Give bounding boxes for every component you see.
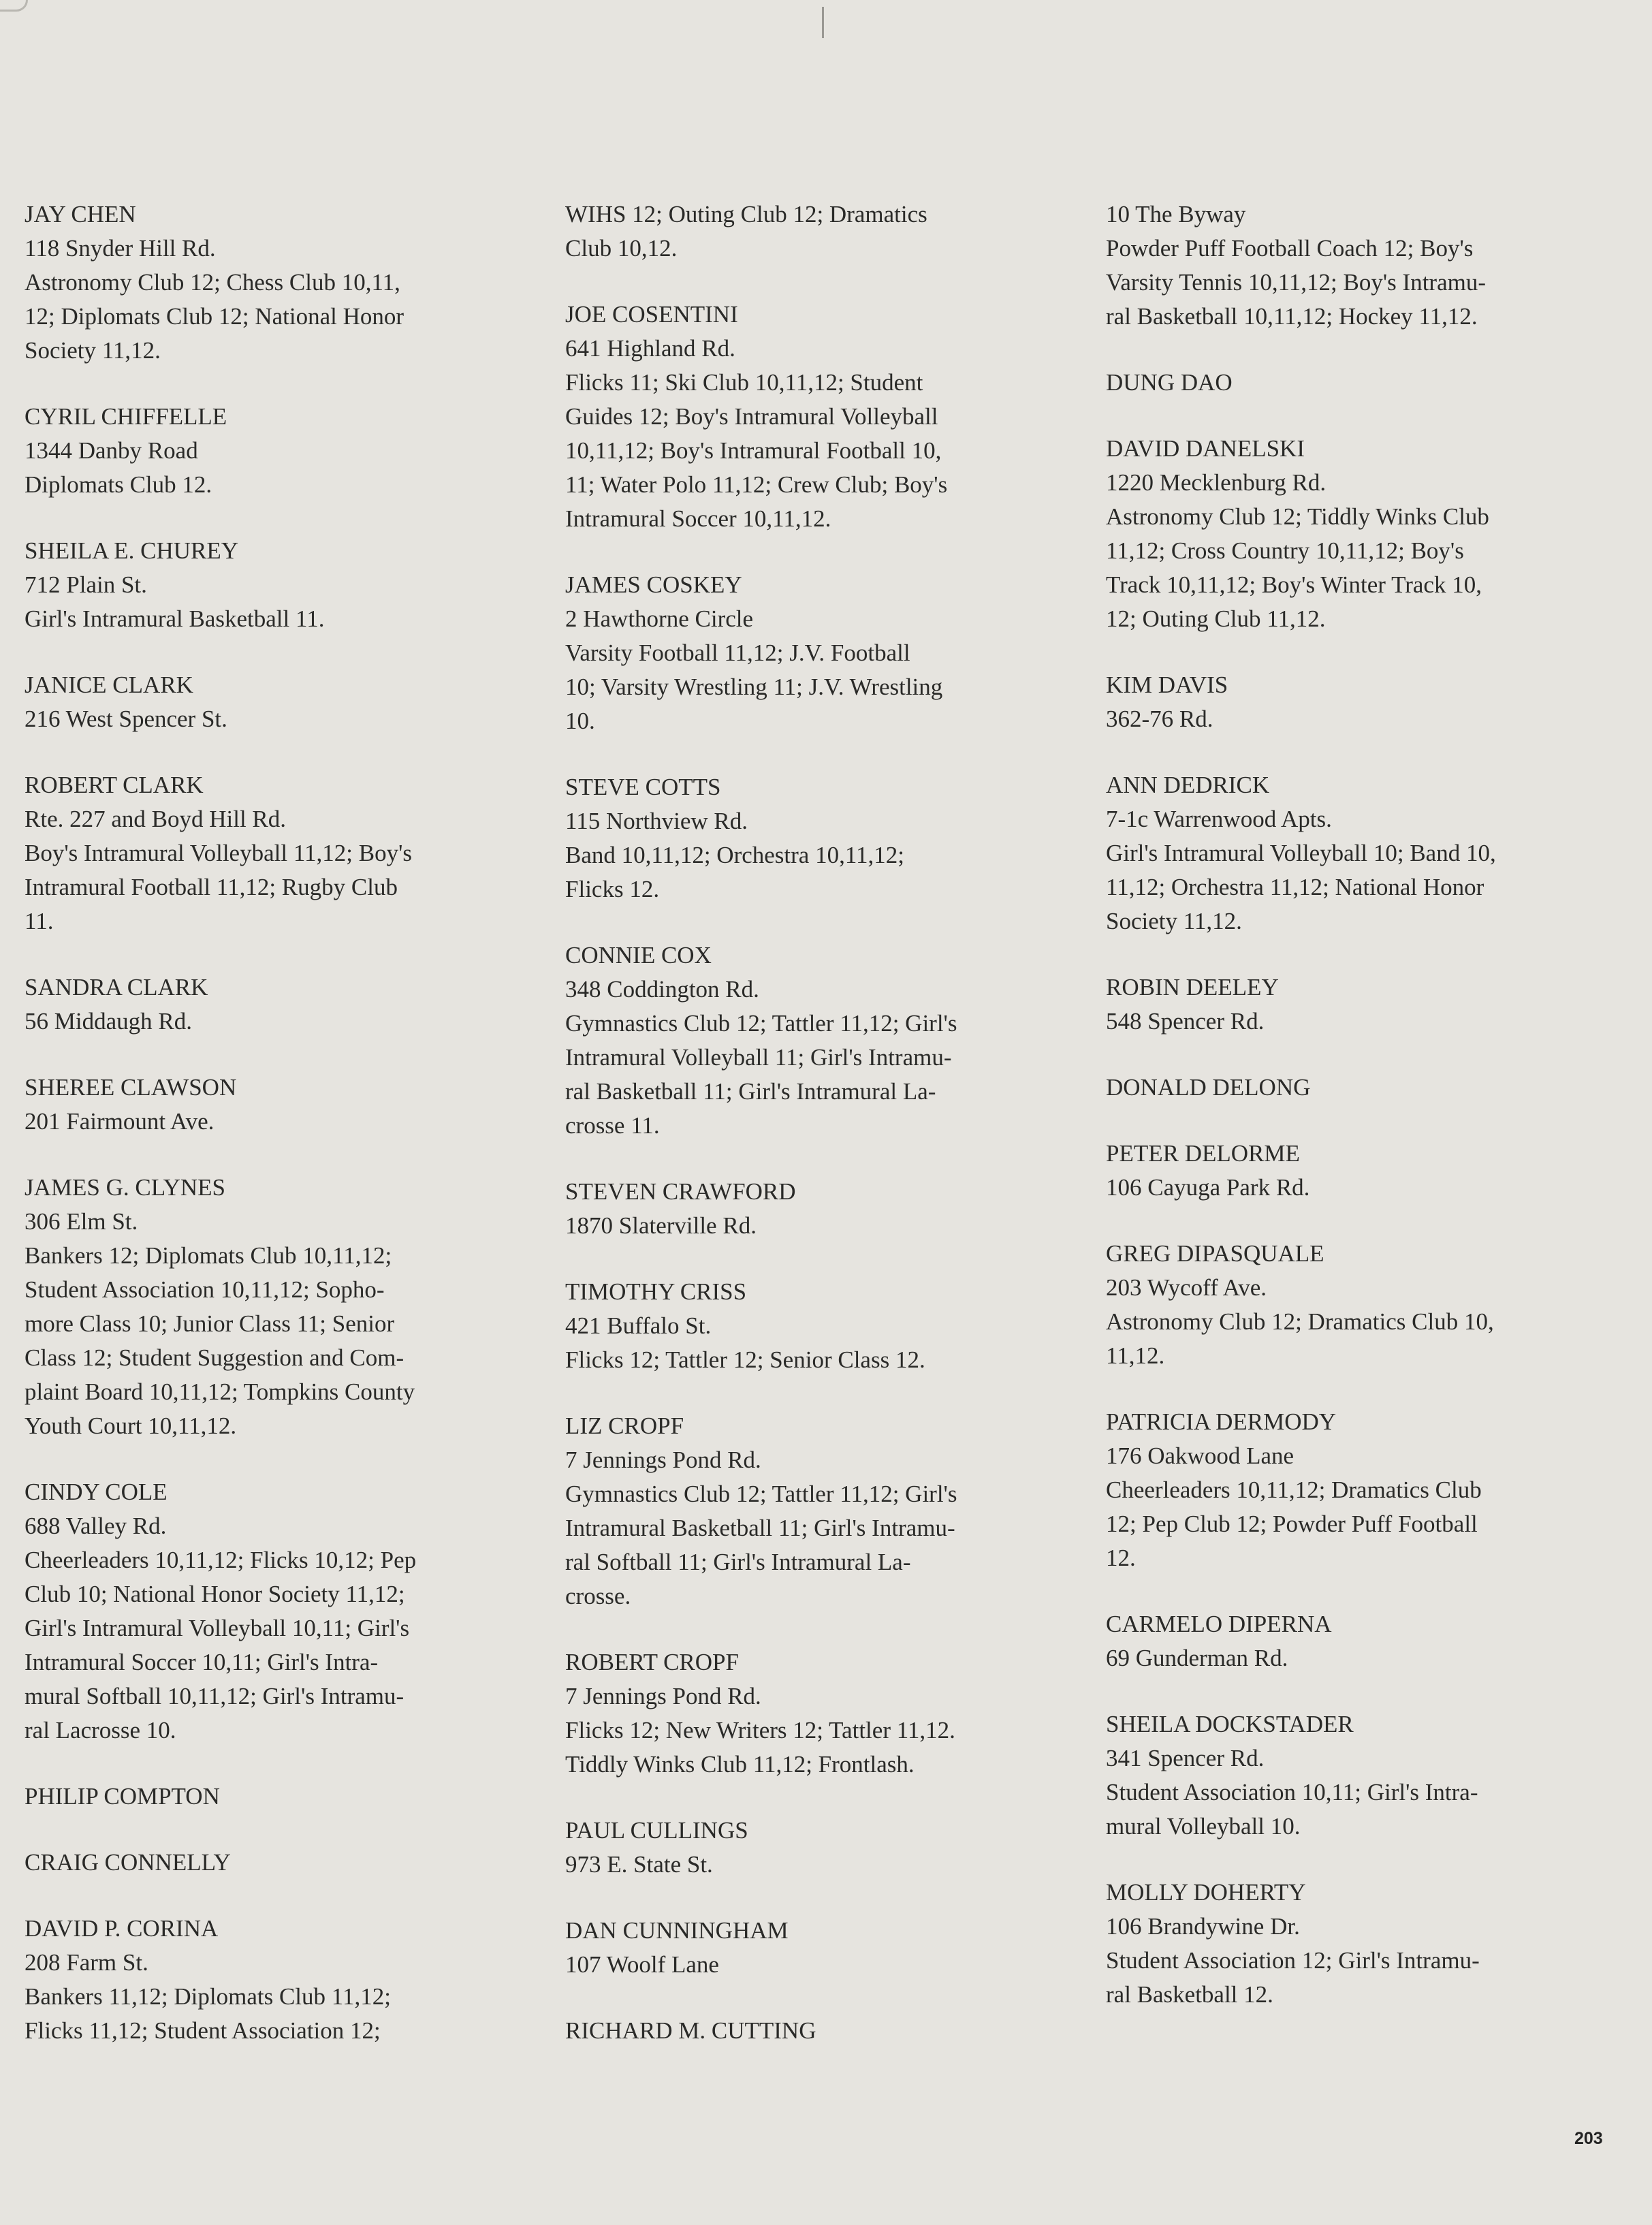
student-name: CRAIG CONNELLY [25, 1849, 231, 1876]
student-activities-line: 11,12; Cross Country 10,11,12; Boy's [1106, 537, 1464, 564]
page-number: 203 [1574, 2129, 1603, 2148]
student-entry [1106, 668, 1623, 736]
student-address: 1220 Mecklenburg Rd. [1106, 469, 1327, 496]
student-address: 107 Woolf Lane [565, 1951, 719, 1978]
student-activities-line: Intramural Soccer 10,11,12. [565, 505, 831, 532]
student-name: KIM DAVIS [1106, 672, 1228, 698]
student-address: 115 Northview Rd. [565, 808, 748, 834]
student-entry [25, 1912, 542, 2048]
student-entry [565, 1914, 1083, 1982]
student-activities-line: crosse 11. [565, 1112, 660, 1139]
student-address: 106 Cayuga Park Rd. [1106, 1174, 1310, 1201]
student-activities-line: plaint Board 10,11,12; Tompkins County [25, 1378, 415, 1405]
student-entry [25, 198, 542, 368]
student-entry [565, 1409, 1083, 1613]
student-activities-line: Astronomy Club 12; Chess Club 10,11, [25, 269, 400, 296]
column-3 [1106, 198, 1623, 2044]
student-name: SHEILA E. CHUREY [25, 537, 239, 564]
student-name: JAY CHEN [25, 201, 136, 227]
student-name: ROBERT CROPF [565, 1649, 739, 1675]
student-address: 712 Plain St. [25, 571, 147, 598]
student-activities-line: Club 10; National Honor Society 11,12; [25, 1581, 405, 1607]
student-address: 106 Brandywine Dr. [1106, 1913, 1300, 1940]
student-entry [1106, 366, 1623, 400]
student-name: STEVEN CRAWFORD [565, 1178, 796, 1205]
student-entry [565, 938, 1083, 1143]
student-address: 69 Gunderman Rd. [1106, 1645, 1288, 1671]
student-entry [565, 198, 1083, 266]
student-activities-line: Gymnastics Club 12; Tattler 11,12; Girl's [565, 1481, 957, 1507]
student-activities-line: 10,11,12; Boy's Intramural Football 10, [565, 437, 942, 464]
student-name: CONNIE COX [565, 942, 712, 968]
student-entry [25, 534, 542, 636]
student-activities-line: Intramural Volleyball 11; Girl's Intramu- [565, 1044, 952, 1071]
student-activities-line: more Class 10; Junior Class 11; Senior [25, 1310, 395, 1337]
student-name: CYRIL CHIFFELLE [25, 403, 227, 430]
student-activities-line: Student Association 10,11; Girl's Intra- [1106, 1779, 1478, 1805]
student-name: DUNG DAO [1106, 369, 1233, 396]
student-activities-line: Band 10,11,12; Orchestra 10,11,12; [565, 842, 905, 868]
column-1 [25, 198, 542, 2080]
student-name: SHEREE CLAWSON [25, 1074, 237, 1101]
student-activities-line: 11. [25, 908, 54, 934]
student-name: ROBERT CLARK [25, 772, 204, 798]
student-entry [565, 298, 1083, 536]
student-address: Rte. 227 and Boyd Hill Rd. [25, 806, 287, 832]
student-activities-line: WIHS 12; Outing Club 12; Dramatics [565, 201, 927, 227]
student-activities-line: 12; Pep Club 12; Powder Puff Football [1106, 1511, 1478, 1537]
student-name: PETER DELORME [1106, 1140, 1300, 1167]
student-activities-line: crosse. [565, 1583, 631, 1609]
student-address: 421 Buffalo St. [565, 1312, 712, 1339]
student-activities-line: Flicks 12; Tattler 12; Senior Class 12. [565, 1346, 925, 1373]
student-entry [565, 568, 1083, 738]
column-2 [565, 198, 1083, 2080]
student-address: 688 Valley Rd. [25, 1513, 167, 1539]
student-name: CARMELO DIPERNA [1106, 1611, 1332, 1637]
student-name: DAVID P. CORINA [25, 1915, 219, 1942]
student-entry [565, 2014, 1083, 2048]
student-entry [565, 1175, 1083, 1243]
student-address: 2 Hawthorne Circle [565, 605, 754, 632]
student-activities-line: Girl's Intramural Volleyball 10; Band 10, [1106, 840, 1496, 866]
student-name: TIMOTHY CRISS [565, 1278, 747, 1305]
student-name: STEVE COTTS [565, 774, 721, 800]
student-name: SANDRA CLARK [25, 974, 208, 1000]
student-activities-line: ral Lacrosse 10. [25, 1717, 176, 1743]
student-activities-line: 12. [1106, 1545, 1136, 1571]
student-activities-line: 12; Outing Club 11,12. [1106, 605, 1326, 632]
student-address: 341 Spencer Rd. [1106, 1745, 1265, 1771]
student-activities-line: Varsity Tennis 10,11,12; Boy's Intramu- [1106, 269, 1486, 296]
student-activities-line: Bankers 11,12; Diplomats Club 11,12; [25, 1983, 391, 2010]
student-activities-line: mural Softball 10,11,12; Girl's Intramu- [25, 1683, 404, 1709]
student-activities-line: 11; Water Polo 11,12; Crew Club; Boy's [565, 471, 948, 498]
student-activities-line: 11,12; Orchestra 11,12; National Honor [1106, 874, 1484, 900]
student-entry [1106, 971, 1623, 1039]
student-name: JAMES COSKEY [565, 571, 742, 598]
page-corner-mark [0, 0, 28, 12]
student-address: 348 Coddington Rd. [565, 976, 759, 1003]
student-activities-line: mural Volleyball 10. [1106, 1813, 1301, 1840]
student-activities-line: Boy's Intramural Volleyball 11,12; Boy's [25, 840, 413, 866]
student-address: 208 Farm St. [25, 1949, 148, 1976]
student-name: JAMES G. CLYNES [25, 1174, 226, 1201]
student-entry [1106, 1071, 1623, 1105]
student-activities-line: Society 11,12. [1106, 908, 1242, 934]
student-entry [25, 1780, 542, 1814]
student-name: CINDY COLE [25, 1479, 168, 1505]
student-address: 176 Oakwood Lane [1106, 1442, 1294, 1469]
student-name: RICHARD M. CUTTING [565, 2017, 816, 2044]
student-entry [565, 770, 1083, 906]
student-entry [25, 971, 542, 1039]
student-entry [1106, 1876, 1623, 2012]
student-name: MOLLY DOHERTY [1106, 1879, 1306, 1906]
student-activities-line: ral Basketball 12. [1106, 1981, 1273, 2008]
student-name: ROBIN DEELEY [1106, 974, 1279, 1000]
student-activities-line: Flicks 12. [565, 876, 660, 902]
student-entry [25, 1171, 542, 1443]
student-entry [1106, 1137, 1623, 1205]
student-activities-line: Girl's Intramural Volleyball 10,11; Girl's [25, 1615, 410, 1641]
student-activities-line: 12; Diplomats Club 12; National Honor [25, 303, 404, 330]
student-entry [565, 1645, 1083, 1782]
student-activities-line: Club 10,12. [565, 235, 678, 262]
student-activities-line: ral Basketball 11; Girl's Intramural La- [565, 1078, 936, 1105]
student-activities-line: Varsity Football 11,12; J.V. Football [565, 640, 910, 666]
student-activities-line: Student Association 12; Girl's Intramu- [1106, 1947, 1480, 1974]
student-entry [1106, 1237, 1623, 1373]
student-activities-line: Track 10,11,12; Boy's Winter Track 10, [1106, 571, 1482, 598]
student-entry [565, 1275, 1083, 1377]
student-address: 973 E. State St. [565, 1851, 713, 1878]
student-activities-line: Astronomy Club 12; Tiddly Winks Club [1106, 503, 1489, 530]
student-activities-line: Flicks 11,12; Student Association 12; [25, 2017, 381, 2044]
student-entry [1106, 1707, 1623, 1844]
student-entry [1106, 768, 1623, 938]
student-address: 641 Highland Rd. [565, 335, 735, 362]
student-address: 201 Fairmount Ave. [25, 1108, 215, 1135]
student-activities-line: 10; Varsity Wrestling 11; J.V. Wrestling [565, 674, 943, 700]
student-entry [1106, 1607, 1623, 1675]
student-address: 118 Snyder Hill Rd. [25, 235, 216, 262]
student-entry [1106, 198, 1623, 334]
student-name: SHEILA DOCKSTADER [1106, 1711, 1354, 1737]
student-name: JANICE CLARK [25, 672, 193, 698]
student-activities-line: Flicks 11; Ski Club 10,11,12; Student [565, 369, 923, 396]
student-name: JOE COSENTINI [565, 301, 738, 328]
student-activities-line: Powder Puff Football Coach 12; Boy's [1106, 235, 1474, 262]
student-activities-line: Bankers 12; Diplomats Club 10,11,12; [25, 1242, 392, 1269]
student-activities-line: Astronomy Club 12; Dramatics Club 10, [1106, 1308, 1494, 1335]
student-activities-line: Class 12; Student Suggestion and Com- [25, 1344, 404, 1371]
student-name: PHILIP COMPTON [25, 1783, 220, 1810]
student-entry [1106, 432, 1623, 636]
student-activities-line: Intramural Football 11,12; Rugby Club [25, 874, 398, 900]
student-entry [25, 400, 542, 502]
binding-mark [822, 7, 824, 38]
student-entry [25, 1475, 542, 1748]
student-activities-line: ral Basketball 10,11,12; Hockey 11,12. [1106, 303, 1478, 330]
student-name: PAUL CULLINGS [565, 1817, 748, 1844]
student-activities-line: 10 The Byway [1106, 201, 1246, 227]
student-activities-line: 11,12. [1106, 1342, 1165, 1369]
student-entry [25, 1071, 542, 1139]
student-entry [25, 668, 542, 736]
student-activities-line: Student Association 10,11,12; Sopho- [25, 1276, 385, 1303]
student-entry [25, 1846, 542, 1880]
student-activities-line: Diplomats Club 12. [25, 471, 212, 498]
student-name: DONALD DELONG [1106, 1074, 1311, 1101]
student-address: 362-76 Rd. [1106, 706, 1213, 732]
student-name: GREG DIPASQUALE [1106, 1240, 1324, 1267]
student-name: PATRICIA DERMODY [1106, 1408, 1337, 1435]
student-entry [25, 768, 542, 938]
student-address: 7 Jennings Pond Rd. [565, 1683, 761, 1709]
student-activities-line: Cheerleaders 10,11,12; Flicks 10,12; Pep [25, 1547, 417, 1573]
student-address: 7 Jennings Pond Rd. [565, 1447, 761, 1473]
student-address: 7-1c Warrenwood Apts. [1106, 806, 1332, 832]
student-activities-line: Cheerleaders 10,11,12; Dramatics Club [1106, 1477, 1482, 1503]
student-address: 548 Spencer Rd. [1106, 1008, 1265, 1035]
student-activities-line: Intramural Soccer 10,11; Girl's Intra- [25, 1649, 379, 1675]
student-activities-line: 10. [565, 708, 595, 734]
student-address: 1870 Slaterville Rd. [565, 1212, 757, 1239]
student-activities-line: Intramural Basketball 11; Girl's Intramu- [565, 1515, 955, 1541]
student-activities-line: Flicks 12; New Writers 12; Tattler 11,12. [565, 1717, 955, 1743]
student-activities-line: Tiddly Winks Club 11,12; Frontlash. [565, 1751, 915, 1778]
student-activities-line: ral Softball 11; Girl's Intramural La- [565, 1549, 911, 1575]
student-activities-line: Society 11,12. [25, 337, 161, 364]
student-activities-line: Youth Court 10,11,12. [25, 1413, 237, 1439]
student-address: 1344 Danby Road [25, 437, 198, 464]
student-address: 56 Middaugh Rd. [25, 1008, 192, 1035]
student-address: 203 Wycoff Ave. [1106, 1274, 1267, 1301]
student-entry [1106, 1405, 1623, 1575]
student-name: ANN DEDRICK [1106, 772, 1270, 798]
student-name: DAN CUNNINGHAM [565, 1917, 789, 1944]
student-entry [565, 1814, 1083, 1882]
student-activities-line: Girl's Intramural Basketball 11. [25, 605, 325, 632]
student-address: 306 Elm St. [25, 1208, 138, 1235]
student-activities-line: Gymnastics Club 12; Tattler 11,12; Girl's [565, 1010, 957, 1037]
student-address: 216 West Spencer St. [25, 706, 227, 732]
student-name: LIZ CROPF [565, 1413, 684, 1439]
student-activities-line: Guides 12; Boy's Intramural Volleyball [565, 403, 938, 430]
student-name: DAVID DANELSKI [1106, 435, 1305, 462]
